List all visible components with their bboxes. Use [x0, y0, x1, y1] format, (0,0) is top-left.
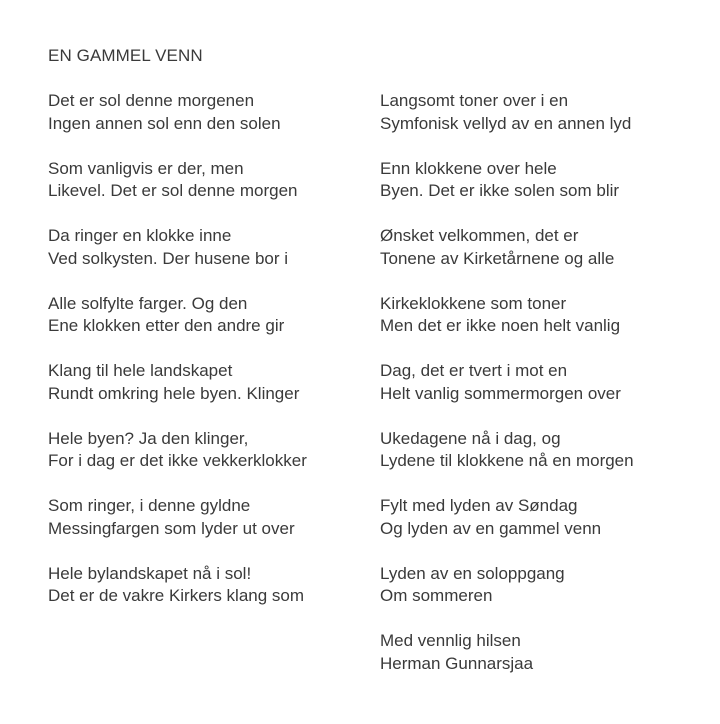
poem-line: Ved solkysten. Der husene bor i — [48, 248, 289, 268]
stanza — [48, 495, 307, 540]
poem-line: Som ringer, i denne gyldne — [48, 496, 251, 515]
poem-title: EN GAMMEL VENN — [48, 46, 203, 65]
poem-line: Hele bylandskapet nå i sol! — [48, 563, 252, 583]
stanza — [48, 563, 307, 608]
stanza — [380, 563, 634, 608]
poem-line: Det er de vakre Kirkers klang som — [48, 586, 305, 605]
stanza — [48, 360, 307, 405]
poem-line: Lydene til klokkene nå en morgen — [380, 451, 634, 470]
stanza — [48, 225, 307, 270]
poem-line: Ene klokken etter den andre gir — [48, 316, 285, 335]
author-name: Herman Gunnarsjaa — [380, 653, 534, 673]
poem-line: Messingfargen som lyder ut over — [48, 518, 295, 538]
poem-line: For i dag er det ikke vekkerklokker — [48, 451, 307, 470]
poem-line: Lyden av en soloppgang — [380, 563, 565, 583]
signature-stanza — [380, 630, 634, 675]
closing-greeting: Med vennlig hilsen — [380, 631, 521, 650]
stanza — [48, 90, 307, 135]
poem-line: Det er sol denne morgenen — [48, 91, 255, 110]
poem-line: Kirkeklokkene som toner — [380, 293, 567, 313]
stanza — [380, 428, 634, 473]
stanza — [48, 428, 307, 473]
poem-line: Dag, det er tvert i mot en — [380, 361, 568, 380]
poem-line: Ingen annen sol enn den solen — [48, 113, 281, 133]
poem-line: Om sommeren — [380, 586, 493, 605]
poem-line: Likevel. Det er sol denne morgen — [48, 181, 298, 200]
poem-line: Rundt omkring hele byen. Klinger — [48, 383, 300, 403]
stanza — [380, 225, 634, 270]
poem-line: Alle solfylte farger. Og den — [48, 293, 248, 313]
poem-line: Da ringer en klokke inne — [48, 226, 232, 245]
stanza — [380, 360, 634, 405]
poem-line: Men det er ikke noen helt vanlig — [380, 316, 621, 335]
poem-line: Fylt med lyden av Søndag — [380, 496, 578, 515]
poem-line: Som vanligvis er der, men — [48, 158, 244, 178]
poem-line: Tonene av Kirketårnene og alle — [380, 248, 615, 268]
stanza — [380, 495, 634, 540]
poem-line: Byen. Det er ikke solen som blir — [380, 181, 620, 200]
poem-left-column — [48, 90, 307, 630]
poem-line: Og lyden av en gammel venn — [380, 518, 602, 538]
stanza — [380, 158, 634, 203]
stanza — [380, 90, 634, 135]
poem-line: Enn klokkene over hele — [380, 158, 557, 178]
stanza — [380, 293, 634, 338]
poem-line: Ukedagene nå i dag, og — [380, 428, 561, 448]
poem-line: Symfonisk vellyd av en annen lyd — [380, 113, 632, 133]
poem-right-column — [380, 90, 634, 698]
stanza — [48, 293, 307, 338]
poem-line: Langsomt toner over i en — [380, 91, 569, 110]
poem-line: Ønsket velkommen, det er — [380, 226, 579, 245]
poem-line: Klang til hele landskapet — [48, 361, 233, 380]
poem-line: Hele byen? Ja den klinger, — [48, 428, 249, 448]
stanza — [48, 158, 307, 203]
poem-line: Helt vanlig sommermorgen over — [380, 383, 621, 403]
